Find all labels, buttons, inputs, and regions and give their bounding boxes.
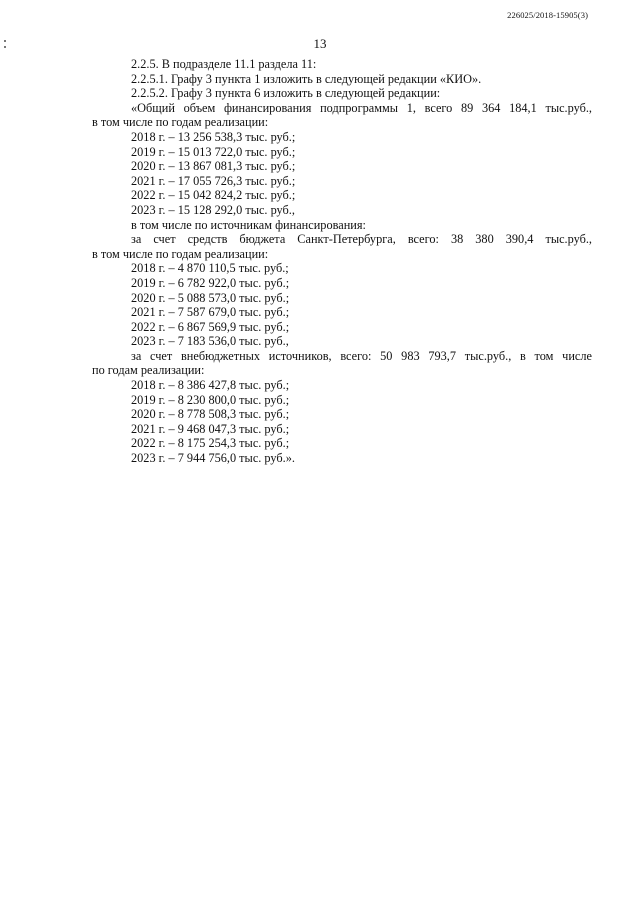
total-year-2019: 2019 г. – 15 013 722,0 тыс. руб.; bbox=[131, 144, 296, 159]
total-year-2018: 2018 г. – 13 256 538,3 тыс. руб.; bbox=[131, 129, 296, 144]
extra-year-2020: 2020 г. – 8 778 508,3 тыс. руб.; bbox=[131, 407, 290, 422]
budget-year-2023: 2023 г. – 7 183 536,0 тыс. руб., bbox=[131, 334, 289, 349]
total-year-2020: 2020 г. – 13 867 081,3 тыс. руб.; bbox=[131, 159, 296, 174]
extra-year-2021: 2021 г. – 9 468 047,3 тыс. руб.; bbox=[131, 421, 290, 436]
budget-year-2022: 2022 г. – 6 867 569,9 тыс. руб.; bbox=[131, 319, 290, 334]
sources-intro: в том числе по источникам финансирования: bbox=[131, 217, 366, 232]
budget-financing-line: за счет средств бюджета Санкт-Петербурга, всего: 38 380 390,4 тыс.руб., bbox=[131, 232, 592, 247]
budget-year-2018: 2018 г. – 4 870 110,5 тыс. руб.; bbox=[131, 261, 289, 276]
extrabudgetary-financing-line: за счет внебюджетных источников, всего: 50 983 793,7 тыс.руб., в том числе bbox=[131, 348, 592, 363]
extra-year-2022: 2022 г. – 8 175 254,3 тыс. руб.; bbox=[131, 436, 290, 451]
paragraph-2-2-5: 2.2.5. В подразделе 11.1 раздела 11: bbox=[131, 57, 317, 71]
extra-year-2023: 2023 г. – 7 944 756,0 тыс. руб.». bbox=[131, 451, 295, 466]
page-number: 13 bbox=[313, 36, 327, 51]
paragraph-2-2-5-1: 2.2.5.1. Графу 3 пункта 1 изложить в следующей редакции «КИО». bbox=[131, 71, 482, 86]
budget-financing-continuation: в том числе по годам реализации: bbox=[92, 246, 269, 261]
total-financing-line: «Общий объем финансирования подпрограммы 1, всего 89 364 184,1 тыс.руб., bbox=[131, 100, 592, 115]
extra-year-2019: 2019 г. – 8 230 800,0 тыс. руб.; bbox=[131, 392, 290, 407]
document-id: 226025/2018-15905(3) bbox=[507, 10, 588, 20]
extrabudgetary-financing-continuation: по годам реализации: bbox=[92, 363, 205, 378]
total-year-2023: 2023 г. – 15 128 292,0 тыс. руб., bbox=[131, 202, 295, 217]
budget-year-2020: 2020 г. – 5 088 573,0 тыс. руб.; bbox=[131, 290, 290, 305]
paragraph-2-2-5-2: 2.2.5.2. Графу 3 пункта 6 изложить в следующей редакции: bbox=[131, 86, 441, 101]
document-body bbox=[92, 57, 592, 466]
budget-year-2019: 2019 г. – 6 782 922,0 тыс. руб.; bbox=[131, 275, 290, 290]
total-financing-continuation: в том числе по годам реализации: bbox=[92, 115, 269, 130]
budget-year-2021: 2021 г. – 7 587 679,0 тыс. руб.; bbox=[131, 305, 290, 320]
total-year-2022: 2022 г. – 15 042 824,2 тыс. руб.; bbox=[131, 188, 296, 203]
total-year-2021: 2021 г. – 17 055 726,3 тыс. руб.; bbox=[131, 173, 296, 188]
extra-year-2018: 2018 г. – 8 386 427,8 тыс. руб.; bbox=[131, 378, 290, 393]
